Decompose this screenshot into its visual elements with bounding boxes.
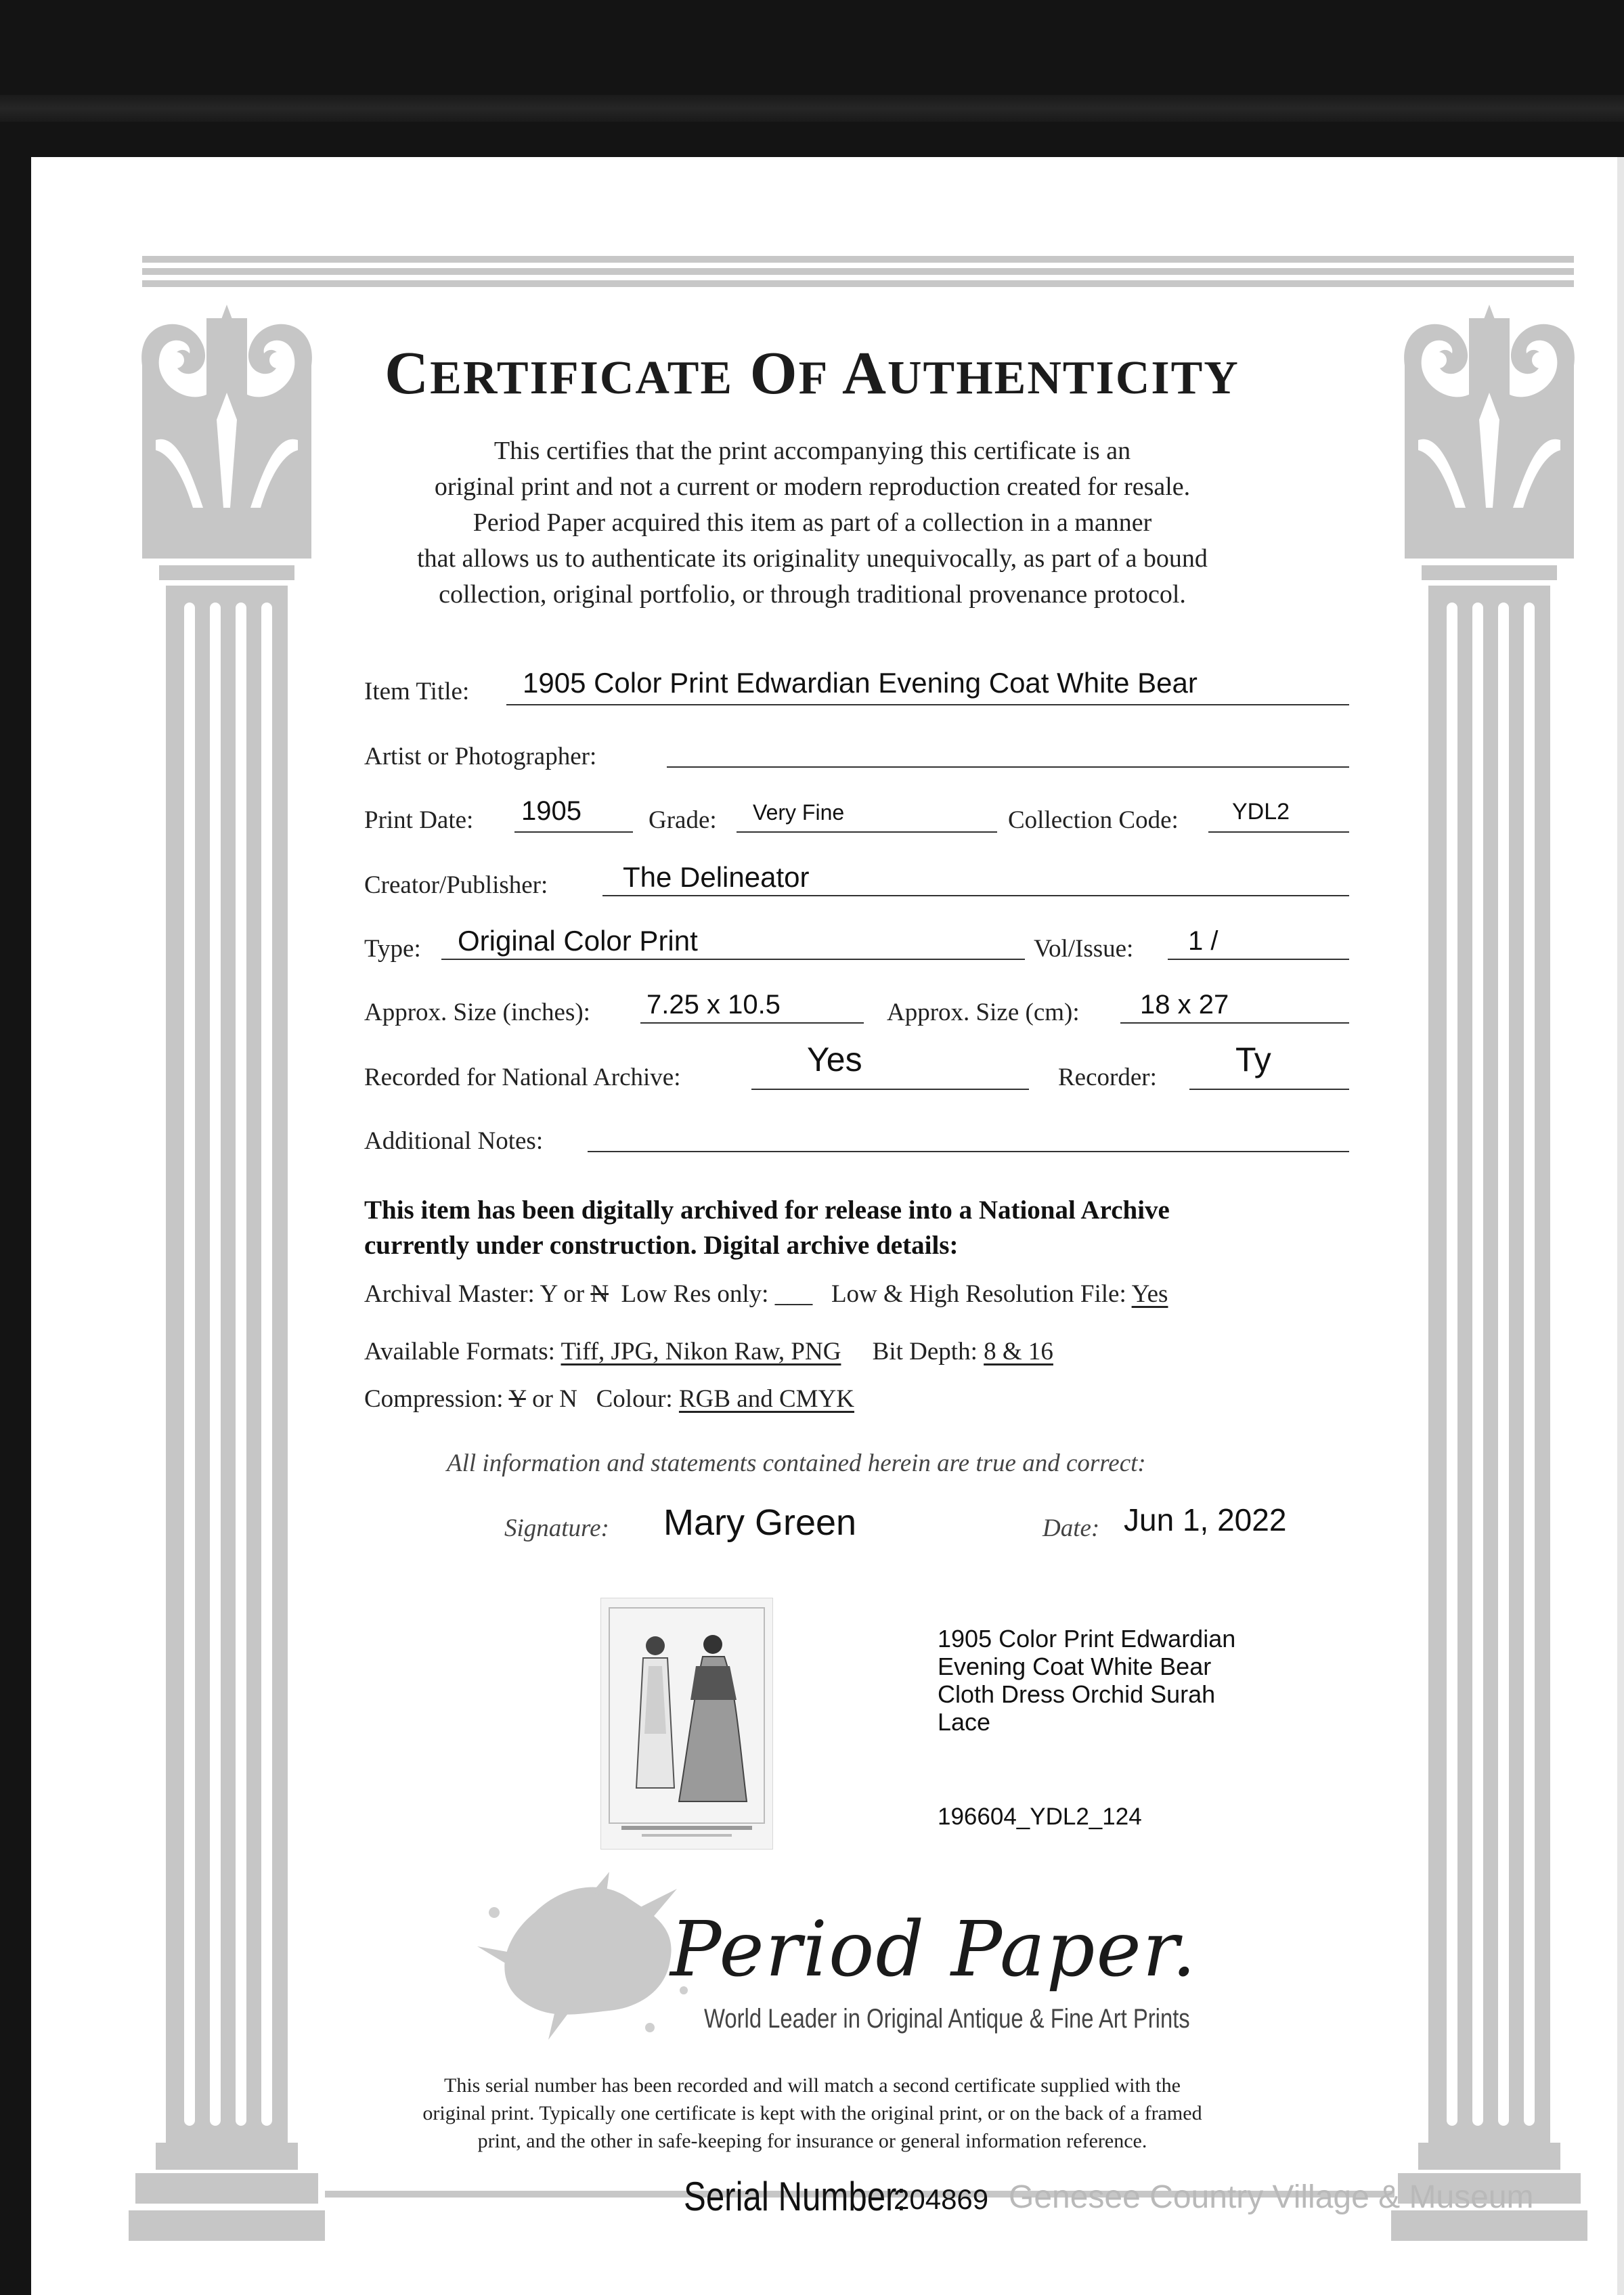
low-high-label: Low & High Resolution File: [831, 1280, 1126, 1308]
top-stripe [142, 280, 1574, 287]
item-description-line: Cloth Dress Orchid Surah [938, 1680, 1216, 1708]
intro-line: original print and not a current or modern reproduction created for resale. [434, 473, 1191, 501]
certificate-title-text: CERTIFICATE OF AUTHENTICITY [385, 340, 1239, 407]
item-description-line: Lace [938, 1708, 991, 1736]
creator-label: Creator/Publisher: [364, 871, 548, 899]
recorder-value: Ty [1235, 1041, 1271, 1078]
type-value: Original Color Print [458, 925, 698, 957]
vol-issue-label: Vol/Issue: [1034, 935, 1134, 963]
footer-line: This serial number has been recorded and will match a second certificate supplied with the [444, 2074, 1181, 2097]
serial-number-label: Serial Number: [684, 2174, 906, 2219]
print-date-label: Print Date: [364, 806, 474, 834]
archive-statement-line: currently under construction. Digital archive details: [364, 1231, 959, 1260]
national-archive-line [751, 1089, 1029, 1090]
item-code: 196604_YDL2_124 [938, 1804, 1142, 1830]
notes-line [588, 1151, 1349, 1152]
watermark-text: Genesee Country Village & Museum [1009, 2179, 1534, 2215]
footer-line: original print. Typically one certificate is kept with the original print, or on the back of a framed [422, 2102, 1202, 2124]
colour-label: Colour: [596, 1385, 673, 1413]
archival-master-or: or [563, 1280, 585, 1308]
footer-note [338, 2072, 1286, 2155]
item-description-line: 1905 Color Print Edwardian [938, 1625, 1236, 1653]
top-stripe [142, 256, 1574, 263]
right-column-decoration [1391, 305, 1587, 2254]
type-line [441, 959, 1025, 960]
artist-label: Artist or Photographer: [364, 743, 597, 770]
archival-master-label: Archival Master: [364, 1280, 535, 1308]
date-value: Jun 1, 2022 [1124, 1502, 1287, 1537]
artist-line [667, 766, 1349, 768]
scan-left-border [0, 157, 31, 2295]
scan-top-border [0, 0, 1624, 157]
intro-line: that allows us to authenticate its originality unequivocally, as part of a bound [417, 544, 1208, 573]
print-thumbnail [600, 1598, 773, 1850]
grade-value: Very Fine [753, 800, 845, 825]
collection-code-label: Collection Code: [1008, 806, 1179, 834]
compression-n: N [559, 1385, 577, 1413]
archival-master-n: N [590, 1280, 609, 1308]
creator-value: The Delineator [623, 861, 810, 893]
collection-code-line [1208, 831, 1349, 833]
bit-depth-label: Bit Depth: [872, 1338, 978, 1365]
national-archive-label: Recorded for National Archive: [364, 1064, 681, 1091]
intro-line: This certifies that the print accompanying this certificate is an [493, 437, 1131, 465]
vol-issue-value: 1 / [1188, 926, 1219, 956]
type-label: Type: [364, 935, 421, 963]
archive-statement-line: This item has been digitally archived for release into a National Archive [364, 1196, 1170, 1225]
grade-label: Grade: [649, 806, 717, 834]
low-res-value: ___ [774, 1280, 813, 1308]
formats-label: Available Formats: [364, 1338, 555, 1365]
signature-label: Signature: [504, 1514, 609, 1542]
compression-or: or [532, 1385, 553, 1413]
signature-value: Mary Green [663, 1502, 857, 1543]
brand-logo-text: Period Paper. [670, 1906, 1198, 1994]
collection-code-value: YDL2 [1232, 799, 1290, 825]
national-archive-value: Yes [807, 1041, 862, 1078]
item-title-value: 1905 Color Print Edwardian Evening Coat White Bear [523, 667, 1198, 699]
intro-paragraph [271, 433, 1354, 613]
print-date-value: 1905 [521, 796, 581, 826]
size-inches-label: Approx. Size (inches): [364, 999, 590, 1026]
scan-right-border [1617, 157, 1624, 2295]
grade-line [737, 831, 997, 833]
compression-label: Compression: [364, 1385, 504, 1413]
creator-line [602, 895, 1349, 896]
compression-y: Y [508, 1385, 526, 1413]
fashion-figures-icon [601, 1598, 772, 1849]
date-label: Date: [1043, 1514, 1100, 1542]
size-cm-label: Approx. Size (cm): [887, 999, 1080, 1026]
intro-line: Period Paper acquired this item as part of a collection in a manner [473, 508, 1152, 537]
compression-row [364, 1384, 854, 1414]
item-description-line: Evening Coat White Bear [938, 1653, 1212, 1680]
item-title-line [506, 704, 1349, 705]
size-cm-value: 18 x 27 [1140, 990, 1229, 1020]
attestation-statement: All information and statements contained herein are true and correct: [447, 1449, 1146, 1477]
item-description [938, 1625, 1235, 1736]
certificate-title [0, 338, 1624, 408]
brand-tagline: World Leader in Original Antique & Fine Art Prints [704, 2004, 1190, 2034]
size-inches-line [640, 1022, 864, 1024]
archive-statement [364, 1193, 1380, 1263]
formats-row [364, 1337, 1053, 1366]
low-high-value: Yes [1131, 1280, 1168, 1308]
bit-depth-value: 8 & 16 [984, 1338, 1053, 1365]
vol-issue-line [1168, 959, 1349, 960]
size-inches-value: 7.25 x 10.5 [646, 990, 781, 1020]
archival-master-row [364, 1280, 1168, 1309]
notes-label: Additional Notes: [364, 1127, 544, 1155]
footer-line: print, and the other in safe-keeping for insurance or general information reference. [477, 2130, 1147, 2152]
ink-splat-icon [474, 1872, 697, 2041]
colour-value: RGB and CMYK [678, 1385, 854, 1413]
recorder-label: Recorder: [1058, 1064, 1157, 1091]
top-stripe [142, 268, 1574, 275]
intro-line: collection, original portfolio, or through traditional provenance protocol. [439, 580, 1186, 609]
print-date-line [514, 831, 633, 833]
item-title-label: Item Title: [364, 678, 470, 705]
size-cm-line [1120, 1022, 1349, 1024]
low-res-label: Low Res only: [621, 1280, 769, 1308]
serial-number-value: 204869 [894, 2183, 989, 2215]
formats-value: Tiff, JPG, Nikon Raw, PNG [561, 1338, 841, 1365]
archival-master-y: Y [540, 1280, 557, 1308]
recorder-line [1189, 1089, 1349, 1090]
